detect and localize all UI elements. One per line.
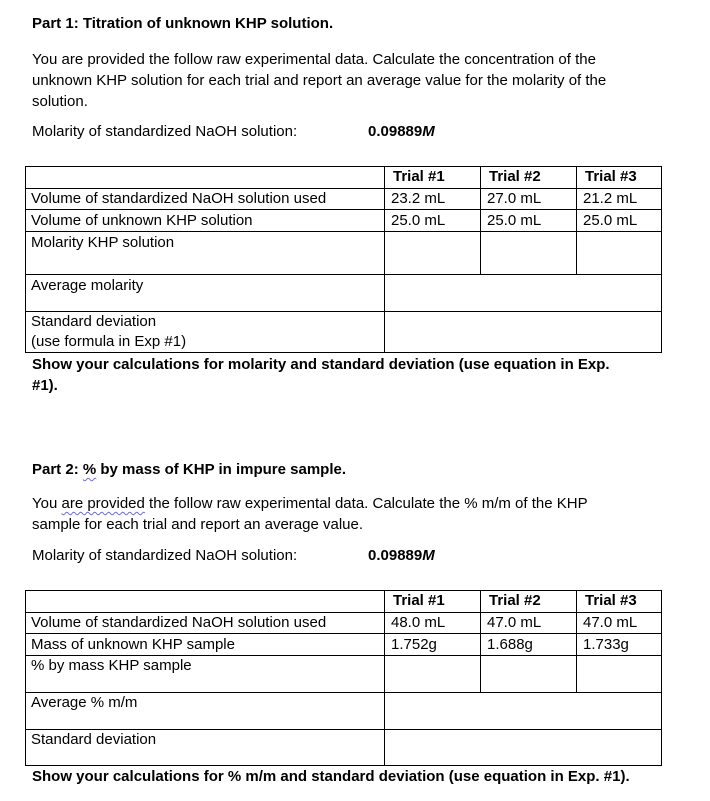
text-run: the follow raw experimental data. Calculate the % m/m of the KHP bbox=[144, 495, 588, 512]
table-cell: 21.2 mL bbox=[583, 190, 638, 207]
part1-instructions-line: unknown KHP solution for each trial and report an average value for the molarity of the bbox=[32, 72, 607, 89]
part1-molarity-label: Molarity of standardized NaOH solution: bbox=[32, 123, 298, 140]
stdev-label: Standard deviation bbox=[31, 313, 157, 330]
table-cell: 47.0 mL bbox=[487, 614, 542, 631]
table-cell: 1.688g bbox=[487, 636, 533, 653]
part2-instructions-line: sample for each trial and report an average value. bbox=[32, 516, 364, 533]
part2-heading-rest: by mass of KHP in impure sample. bbox=[96, 461, 347, 478]
stdev-note: (use formula in Exp #1) bbox=[31, 333, 187, 350]
show-work-line: #1). bbox=[32, 377, 58, 394]
text-run: You bbox=[32, 495, 62, 512]
table-cell: 25.0 mL bbox=[583, 212, 638, 229]
molarity-unit: M bbox=[422, 123, 435, 140]
part2-heading-prefix: Part 2: bbox=[32, 461, 83, 478]
row-label: % by mass KHP sample bbox=[31, 657, 192, 674]
row-label: Volume of standardized NaOH solution used bbox=[31, 614, 327, 631]
table-cell: 25.0 mL bbox=[487, 212, 542, 229]
part1-instructions-line: solution. bbox=[32, 93, 88, 110]
table-cell: 1.752g bbox=[391, 636, 437, 653]
average-molarity-label: Average molarity bbox=[31, 277, 144, 294]
molarity-number: 0.09889 bbox=[368, 547, 423, 564]
row-label: Volume of standardized NaOH solution used bbox=[31, 190, 327, 207]
trial3-header: Trial #3 bbox=[585, 592, 637, 609]
text-run-flagged: are provided bbox=[61, 495, 145, 512]
table-cell: 48.0 mL bbox=[391, 614, 446, 631]
part2-heading-percent: % bbox=[82, 461, 97, 478]
table-cell: 25.0 mL bbox=[391, 212, 446, 229]
row-label: Mass of unknown KHP sample bbox=[31, 636, 235, 653]
table-cell: 23.2 mL bbox=[391, 190, 446, 207]
stdev-label: Standard deviation bbox=[31, 731, 157, 748]
part2-molarity-label: Molarity of standardized NaOH solution: bbox=[32, 547, 298, 564]
trial3-header: Trial #3 bbox=[585, 168, 637, 185]
table-cell: 47.0 mL bbox=[583, 614, 638, 631]
table-cell: 27.0 mL bbox=[487, 190, 542, 207]
row-label: Volume of unknown KHP solution bbox=[31, 212, 253, 229]
show-work-line: Show your calculations for molarity and standard deviation (use equation in Exp. bbox=[32, 356, 610, 373]
table-cell: 1.733g bbox=[583, 636, 629, 653]
trial2-header: Trial #2 bbox=[489, 592, 541, 609]
row-label: Molarity KHP solution bbox=[31, 234, 175, 251]
molarity-number: 0.09889 bbox=[368, 123, 423, 140]
part1-heading: Part 1: Titration of unknown KHP solution. bbox=[32, 15, 334, 32]
average-mm-label: Average % m/m bbox=[31, 694, 138, 711]
part2-show-calculations: Show your calculations for % m/m and standard deviation (use equation in Exp. #1). bbox=[32, 768, 630, 785]
molarity-unit: M bbox=[422, 547, 435, 564]
part1-instructions-line: You are provided the follow raw experimental data. Calculate the concentration of the bbox=[32, 51, 596, 68]
trial1-header: Trial #1 bbox=[393, 168, 445, 185]
trial1-header: Trial #1 bbox=[393, 592, 445, 609]
trial2-header: Trial #2 bbox=[489, 168, 541, 185]
